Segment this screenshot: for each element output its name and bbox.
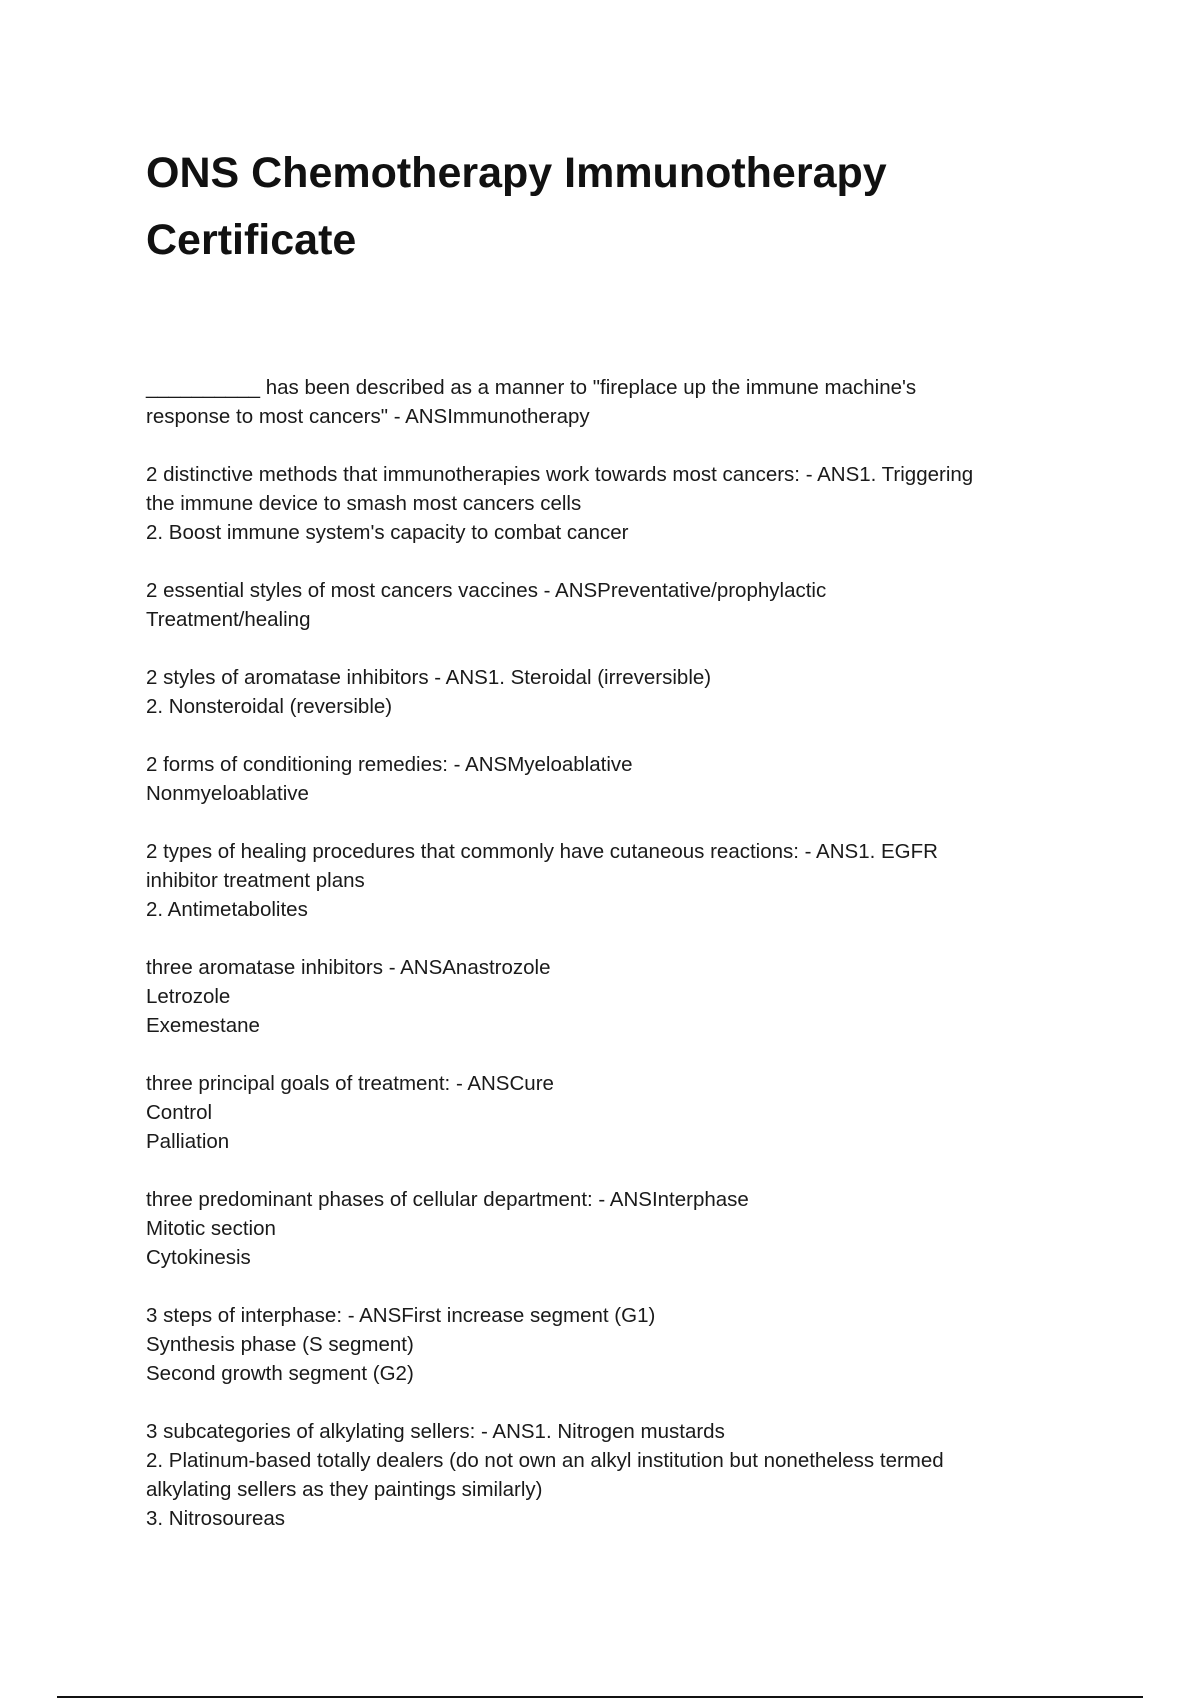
qa-line: 2. Boost immune system's capacity to combat cancer [146,521,629,544]
qa-line: 3 steps of interphase: - ANSFirst increase segment (G1) [146,1304,656,1327]
footer-divider [57,1696,1143,1698]
qa-line: inhibitor treatment plans [146,869,365,892]
qa-line: 2. Nonsteroidal (reversible) [146,695,393,718]
qa-line: three principal goals of treatment: - ANSCure [146,1072,554,1095]
qa-line: Exemestane [146,1014,260,1037]
qa-line: 2 styles of aromatase inhibitors - ANS1. Steroidal (irreversible) [146,666,712,689]
qa-line: 2 distinctive methods that immunotherapies work towards most cancers: - ANS1. Triggering [146,463,974,486]
qa-entry-5 [146,750,1066,808]
qa-entry-9 [146,1185,1066,1272]
qa-line: the immune device to smash most cancers cells [146,492,582,515]
qa-line: three aromatase inhibitors - ANSAnastrozole [146,956,551,979]
qa-line: 2 essential styles of most cancers vaccines - ANSPreventative/prophylactic [146,579,827,602]
qa-entry-11 [146,1417,1066,1533]
qa-entry-2 [146,460,1066,547]
qa-line: Nonmyeloablative [146,782,309,805]
qa-entry-1 [146,373,1066,431]
qa-entry-4 [146,663,1066,721]
qa-line: __________ has been described as a manner to "fireplace up the immune machine's [146,376,917,399]
qa-line: Treatment/healing [146,608,311,631]
qa-entry-3 [146,576,1066,634]
qa-line: 2. Antimetabolites [146,898,308,921]
qa-entry-10 [146,1301,1066,1388]
qa-line: alkylating sellers as they paintings similarly) [146,1478,543,1501]
qa-line: response to most cancers" - ANSImmunotherapy [146,405,590,428]
qa-line: Letrozole [146,985,231,1008]
qa-line: 2 types of healing procedures that commonly have cutaneous reactions: - ANS1. EGFR [146,840,938,863]
qa-line: 2. Platinum-based totally dealers (do not own an alkyl institution but nonetheless termed [146,1449,944,1472]
qa-list [146,373,1066,1562]
qa-line: Second growth segment (G2) [146,1362,414,1385]
qa-line: Control [146,1101,213,1124]
document-title: ONS Chemotherapy Immunotherapy Certificate [146,149,887,264]
qa-entry-8 [146,1069,1066,1156]
qa-line: three predominant phases of cellular department: - ANSInterphase [146,1188,749,1211]
qa-line: Mitotic section [146,1217,276,1240]
qa-line: Palliation [146,1130,230,1153]
qa-line: 2 forms of conditioning remedies: - ANSMyeloablative [146,753,633,776]
qa-entry-7 [146,953,1066,1040]
qa-line: 3. Nitrosoureas [146,1507,286,1530]
qa-line: Cytokinesis [146,1246,251,1269]
qa-entry-6 [146,837,1066,924]
qa-line: Synthesis phase (S segment) [146,1333,414,1356]
qa-line: 3 subcategories of alkylating sellers: - ANS1. Nitrogen mustards [146,1420,725,1443]
